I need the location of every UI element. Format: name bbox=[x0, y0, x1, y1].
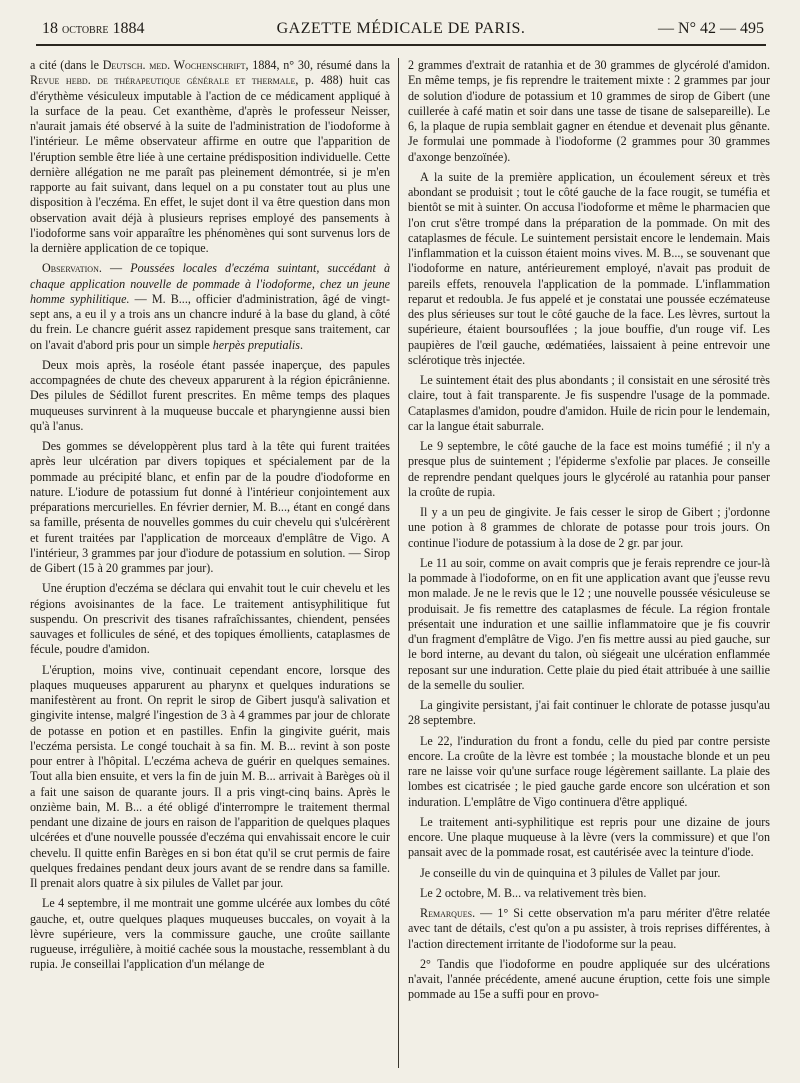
journal-name: Revue hebd. de thérapeutique générale et thermale bbox=[30, 73, 296, 88]
observation-label: Observation. bbox=[42, 261, 102, 276]
journal-title: GAZETTE MÉDICALE DE PARIS. bbox=[276, 20, 526, 37]
paragraph: 2 grammes d'extrait de ratanhia et de 30 grammes de glycérolé d'amidon. En même temps, je fis reprendre le traitement mixte : 2 grammes par jour de solution d'iodure de potassium et 10 grammes de sirop de Gibert (une cuillerée à café matin et soir dans une tasse de tisane de salsepareille). Le 6, la plaque de rupia semblait gagner en étendue et devenait plus gênante. Je formulai une pommade à l'iodoforme (2 grammes pour 30 grammes d'axonge benzoïnée). bbox=[408, 58, 770, 164]
paragraph: L'éruption, moins vive, continuait cependant encore, lorsque des plaques muqueuses apparurent au pharynx et quelques indurations se manifestèrent au front. On reprit le sirop de Gibert jusqu'à salivation et gingivite intense, malgré l'ingestion de 3 à 4 grammes par jour de chlorate de potasse en potion et en pastilles. Enfin la gingivite guérit, mais l'eczéma persista. Le congé touchait à sa fin. M. B... revint à son poste pour entrer à l'hôpital. L'eczéma acheva de guérir en quelques semaines. Tout alla bien ensuite, et vers la fin de juin M. B... arrivait à Barèges où il a fait une saison de quarante jours. Il a pris vingt-cinq bains. Après le onzième bain, M. B... a été obligé d'interrompre le traitement thermal pendant une dizaine de jours en raison de l'apparition de quelques plaques ulcérées et d'une nouvelle poussée d'eczéma qui envahissait encore le cuir chevelu. Il quitte enfin Barèges en si bon état qu'il se crut permis de faire quelques fredaines pendant deux jours avant de se rendre dans sa famille. Il prenait alors quatre à six pilules de Vallet par jour. bbox=[30, 662, 390, 890]
text-run: , p. 488) huit cas d'érythème vésiculeux imputable à l'action de ce médicament appliqué à la surface de la peau. Cet exanthème, d'après le professeur Neisser, n'aurait jamais été observé à la suite de l'administration de l'iodoforme à l'intérieur. Le même observateur affirme en outre que l'apparition de l'éruption semble être liée à une certaine prédisposition individuelle. Cette dernière allégation ne me paraît pas pleinement démontrée, si je m'en rapporte au fait suivant, dans lequel on a pu constater tout au plus une disposition à l'eczéma. En effet, le sujet dont il va être question dans mon observation avait déjà à plusieurs reprises employé des pansements à l'iodoforme sans voir apparaître les phénomènes qui sont survenus lors de la dernière application de ce topique. bbox=[30, 73, 390, 255]
text-run: — M. B..., officier d'administration, âgé de vingt-sept ans, a eu il y a trois ans un chancre induré à la base du gland, à côté du frein. Le chancre guérit assez rapidement presque sans traitement, car on l'avait d'abord pris pour un simple bbox=[30, 291, 390, 352]
column-rule bbox=[398, 58, 399, 1068]
paragraph: Deux mois après, la roséole étant passée inaperçue, des papules accompagnées de chute des cheveux apparurent à la région épicrânienne. Des pilules de Sédillot furent prescrites. En même temps des plaques muqueuses survinrent à la muqueuse buccale et pharyngienne aussi bien qu'à l'anus. bbox=[30, 357, 390, 433]
observation-title: Poussées locales d'eczéma suintant, succédant à chaque application nouvelle de pommade à l'iodoforme, chez un jeune homme syphilitique. bbox=[30, 261, 390, 306]
paragraph: La gingivite persistant, j'ai fait continuer le chlorate de potasse jusqu'au 28 septembre. bbox=[408, 698, 770, 728]
text-run: — 1° Si cette observation m'a paru mériter d'être relatée avec tant de détails, c'est qu'on a pu assister, à trois reprises différentes, à l'action directement irritante de l'iodoforme sur la peau. bbox=[408, 906, 770, 951]
journal-name: Deutsch. med. Wochenschrift bbox=[102, 58, 246, 72]
header-date-year: 1884 bbox=[112, 20, 145, 37]
paragraph bbox=[30, 58, 390, 256]
issue-page-number: — N° 42 — 495 bbox=[658, 20, 764, 37]
paragraph: Le suintement était des plus abondants ; il consistait en une sérosité très claire, tout à fait transparente. Je fis suspendre l'usage de la pommade. Cataplasmes d'amidon, poudre d'amidon. Huile de ricin pour le lendemain, car la langue était saburrale. bbox=[408, 373, 770, 433]
paragraph: Le 9 septembre, le côté gauche de la face est moins tuméfié ; il n'y a presque plus de suintement ; l'épiderme s'exfolie par places. Je conseille de reprendre pendant quelques jours le glycérolé au ratanhia pour panser la croûte de rupia. bbox=[408, 439, 770, 499]
paragraph: Le 4 septembre, il me montrait une gomme ulcérée aux lombes du côté gauche, et, outre quelques plaques muqueuses buccales, on voyait à la lèvre supérieure, vers la commissure gauche, une croûte saillante rugueuse, irrégulière, à moitié cachée sous la moustache, ressemblant à du rupia. Je conseillai l'application d'un mélange de bbox=[30, 896, 390, 972]
italic-term: herpès preputialis bbox=[212, 337, 300, 352]
header-date-month: octobre bbox=[62, 22, 109, 37]
paragraph: Le 22, l'induration du front a fondu, celle du pied par contre persiste encore. La croûte de la lèvre est tombée ; la moustache blonde et un peu rare ne laisse voir qu'une surface rouge légèrement saillante. La plaie des lombes est cicatrisée ; le pied gauche garde encore son ulcération et son induration. L'emplâtre de Vigo continuera d'être appliqué. bbox=[408, 733, 770, 809]
paragraph: Des gommes se développèrent plus tard à la tête qui furent traitées après leur ulcération par divers topiques et spécialement par de la pommade au précipité blanc, et enfin par de la poudre d'iodoforme en nature. L'iodure de potassium fut donné à l'intérieur conjointement aux préparations mercurielles. En février dernier, M. B..., étant en congé dans sa famille, présenta de nouvelles gommes du cuir chevelu qui s'ulcérèrent et furent traitées par l'application de morceaux d'emplâtre de Vigo. A l'intérieur, 3 grammes par jour d'iodure de potassium en solution. — Sirop de Gibert (15 à 20 grammes par jour). bbox=[30, 439, 390, 575]
paragraph: Une éruption d'eczéma se déclara qui envahit tout le cuir chevelu et les régions avoisinantes de la face. Le traitement antisyphilitique fut suspendu. On prescrivit des tisanes rafraîchissantes, chiendent, pensées sauvages et follicules de séné, et des topiques émollients, cataplasmes de fécule, poudre d'amidon. bbox=[30, 581, 390, 657]
text-run: — bbox=[101, 261, 131, 276]
paragraph: A la suite de la première application, un écoulement séreux et très abondant se produisit ; tout le côté gauche de la face rougit, se tuméfia et bientôt se mit à suinter. On accusa l'iodoforme et même le pharmacien que l'on crut s'être trompé dans la préparation de la pommade. On mit des cataplasmes de fécule. Le suintement persistait encore le lendemain. Mais l'inflammation et la cuisson étaient moins vives. M. B..., se souvenant que l'iodoforme en nature, antérieurement employé, n'avait pas produit de pareils effets, renouvela l'application de la pommade. L'inflammation reparut et redoubla. Je fus appelé et je constatai une poussée eczémateuse des plus sérieuses sur tout le côté gauche de la face. Les lèvres, surtout la supérieure, étaient boursouflées ; la joue bouffie, d'un rouge vif. Les paupières de l'œil gauche, œdématiées, laissaient à peine entrevoir une sclérotique très injectée. bbox=[408, 169, 770, 367]
text-run: , 1884, n° 30, résumé dans la bbox=[245, 58, 390, 72]
paragraph: Je conseille du vin de quinquina et 3 pilules de Vallet par jour. bbox=[420, 865, 721, 880]
paragraph: 2° Tandis que l'iodoforme en poudre appliquée sur des ulcérations n'avait, l'année précédente, amené aucune éruption, cette fois une simple pommade au 15e a suffi pour en provo- bbox=[408, 956, 770, 1002]
text-run: . bbox=[299, 337, 303, 352]
remarks-label: Remarques. bbox=[420, 906, 476, 920]
header-date-day: 18 bbox=[42, 20, 58, 37]
remarks-paragraph bbox=[408, 906, 770, 952]
left-column bbox=[30, 58, 390, 978]
observation-paragraph bbox=[30, 261, 390, 353]
paragraph: Le 11 au soir, comme on avait compris que je ferais reprendre ce jour-là la pommade à l'iodoforme, on en fit une application avant que j'eusse revu mon malade. Je ne le revis que le 12 ; une nouvelle poussée vésiculeuse se produisait. Je fis remettre des cataplasmes de fécule. La région frontale présentait une induration et une saillie inflammatoire que je fis couvrir d'un fragment d'emplâtre de Vigo. J'en fis mettre aussi au pied gauche, sur le bord interne, au devant du talon, où siégeait une ulcération enflammée reposant sur une induration. Cette plaie du pied était attribuée à une saillie de la semelle du soulier. bbox=[408, 555, 770, 692]
paragraph: Le traitement anti-syphilitique est repris pour une dizaine de jours encore. Une plaque muqueuse à la lèvre (vers la commissure) et que l'on pansait avec de la pommade rosat, est cautérisée avec la teinture d'iode. bbox=[408, 814, 770, 860]
text-run: a cité (dans le bbox=[30, 58, 103, 72]
paragraph: Le 2 octobre, M. B... va relativement très bien. bbox=[420, 885, 647, 900]
page-header bbox=[36, 14, 766, 46]
right-column bbox=[408, 58, 770, 1008]
paragraph: Il y a un peu de gingivite. Je fais cesser le sirop de Gibert ; j'ordonne une potion à 8 grammes de chlorate de potasse pour trois jours. On continue l'iodure de potassium à la dose de 2 gr. par jour. bbox=[408, 505, 770, 550]
